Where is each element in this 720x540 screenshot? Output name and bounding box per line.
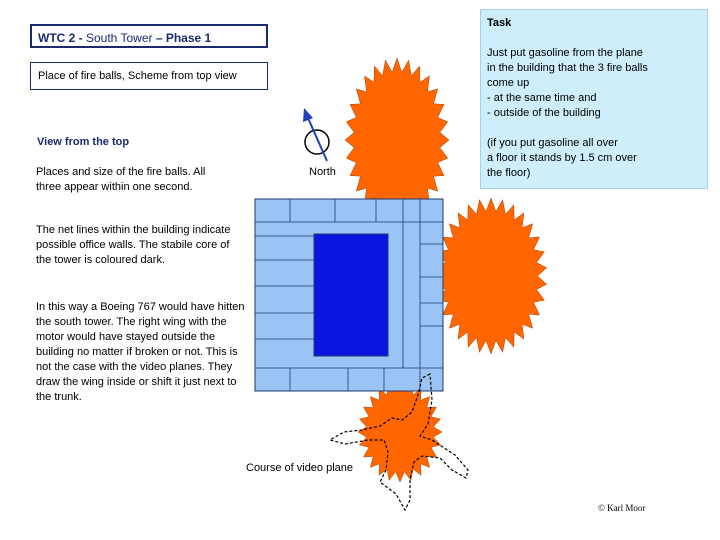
fireball-top <box>345 58 449 222</box>
north-label: North <box>309 166 336 178</box>
task-line: Just put gasoline from the plane <box>487 47 643 59</box>
task-note-line: (if you put gasoline all over <box>487 137 618 149</box>
task-line: in the building that the 3 fire balls <box>487 62 648 74</box>
task-line: come up <box>487 77 530 89</box>
task-line: - at the same time and <box>487 92 597 104</box>
tower-core <box>314 234 388 356</box>
paragraph-fireballs: Places and size of the fire balls. All three appear within one second. <box>36 166 206 193</box>
copyright: © Karl Moor <box>598 503 646 513</box>
paragraph-boeing: In this way a Boeing 767 would have hitten the south tower. The right wing with the motor would have stayed outside the building no matter if broken or not. This is not the case with the video planes. They draw the wing inside or shift it just next to the trunk. <box>36 301 245 403</box>
view-heading: View from the top <box>37 136 130 148</box>
fireball-bottom <box>358 382 442 482</box>
title-part-1: WTC 2 - <box>38 31 86 45</box>
course-label: Course of video plane <box>246 462 354 474</box>
task-note-line: a floor it stands by 1.5 cm over <box>487 152 637 164</box>
task-box <box>480 9 708 189</box>
task-line: - outside of the building <box>487 107 601 119</box>
title-part-2: South Tower <box>86 31 153 45</box>
subtitle: Place of fire balls, Scheme from top view <box>30 62 268 90</box>
building-floorplan <box>255 199 443 391</box>
fireball-right <box>435 198 546 354</box>
task-note-line: the floor) <box>487 167 531 179</box>
title-part-3: – Phase 1 <box>152 31 212 45</box>
paragraph-net-lines: The net lines within the building indicate possible office walls. The stabile core of the tower is coloured dark. <box>36 224 231 266</box>
task-title: Task <box>487 17 512 29</box>
compass-arrow-icon <box>303 108 329 161</box>
